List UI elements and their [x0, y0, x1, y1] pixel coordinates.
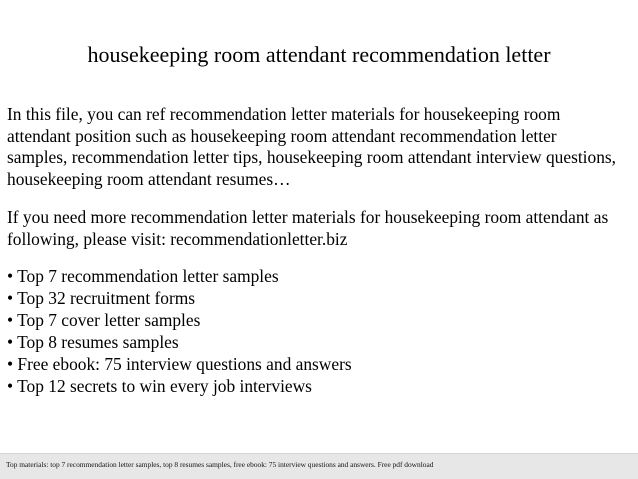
- footer-bar: [0, 453, 638, 479]
- more-info-line: If you need more recommendation letter materials for housekeeping room attendant as: [7, 207, 609, 227]
- more-info-paragraph: [7, 207, 635, 250]
- list-item: • Top 7 recommendation letter samples: [7, 266, 279, 286]
- intro-line: housekeeping room attendant resumes…: [7, 168, 291, 189]
- list-item: • Top 7 cover letter samples: [7, 310, 201, 330]
- intro-line: In this file, you can ref recommendation letter materials for housekeeping room: [7, 104, 561, 124]
- more-info-line: following, please visit: recommendationletter.biz: [7, 228, 348, 249]
- list-item: • Free ebook: 75 interview questions and answers: [7, 354, 352, 374]
- resource-list: [7, 265, 627, 397]
- list-item: • Top 12 secrets to win every job interviews: [7, 376, 312, 396]
- footer-text: Top materials: top 7 recommendation letter samples, top 8 resumes samples, free ebook: 75 interview questions and answers. Free pdf download: [6, 460, 434, 469]
- intro-line: samples, recommendation letter tips, housekeeping room attendant interview questions,: [7, 147, 617, 168]
- intro-line: attendant position such as housekeeping room attendant recommendation letter: [7, 125, 557, 146]
- list-item: • Top 32 recruitment forms: [7, 288, 196, 308]
- list-item: • Top 8 resumes samples: [7, 332, 179, 352]
- page-title: housekeeping room attendant recommendation letter: [87, 42, 551, 67]
- intro-paragraph: [7, 104, 635, 190]
